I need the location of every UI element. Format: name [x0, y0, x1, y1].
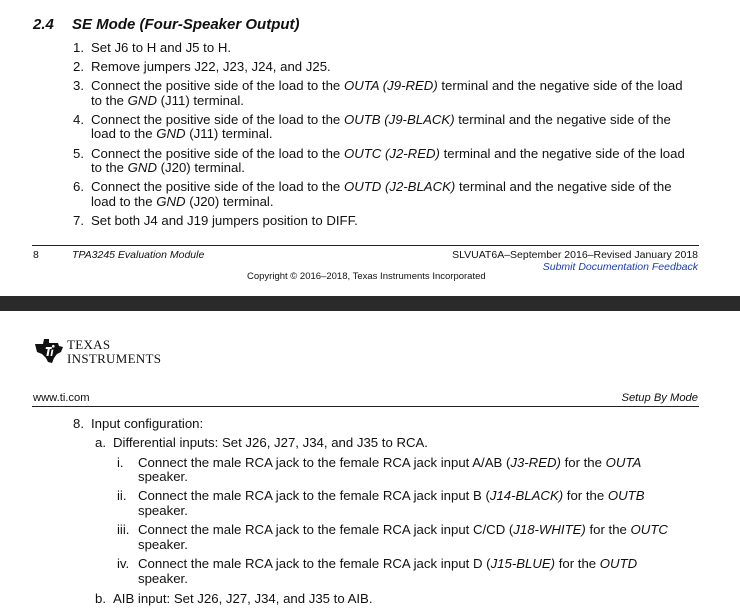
ti-state-icon: [33, 335, 65, 365]
roman-item-iii-cont: speaker.: [138, 537, 188, 552]
footer-rule: [32, 245, 699, 246]
logo-text-texas: TEXAS: [67, 337, 111, 352]
page-separator: [0, 296, 740, 311]
step-3-cont: to the GND (J11) terminal.: [91, 93, 244, 108]
roman-item-iv-cont: speaker.: [138, 571, 188, 586]
step-7: 7. Set both J4 and J19 jumpers position to DIFF.: [73, 213, 358, 228]
step-4-cont: load to the GND (J11) terminal.: [91, 126, 273, 141]
section-title: SE Mode (Four-Speaker Output): [72, 16, 300, 33]
roman-item-i: i. Connect the male RCA jack to the female RCA jack input A/AB (J3-RED) for the OUTA: [117, 455, 642, 470]
step-4: 4. Connect the positive side of the load to the OUTB (J9-BLACK) terminal and the negative side of the: [73, 112, 671, 127]
step-3: 3. Connect the positive side of the load to the OUTA (J9-RED) terminal and the negative side of the load: [73, 78, 683, 93]
feedback-link[interactable]: Submit Documentation Feedback: [542, 261, 698, 273]
roman-item-iv: iv. Connect the male RCA jack to the female RCA jack input D (J15-BLUE) for the OUTD: [117, 556, 638, 571]
page-upper: [0, 0, 740, 296]
sub-item-b: b. AIB input: Set J26, J27, J34, and J35 to AIB.: [95, 591, 373, 606]
header-rule: [32, 406, 699, 407]
step-5-cont: to the GND (J20) terminal.: [91, 160, 245, 175]
footer-doc-id: SLVUAT6A–September 2016–Revised January 2018: [452, 249, 698, 261]
roman-item-i-cont: speaker.: [138, 469, 188, 484]
copyright: Copyright © 2016–2018, Texas Instruments Incorporated: [247, 271, 486, 282]
footer-doc-title: TPA3245 Evaluation Module: [72, 249, 205, 261]
roman-item-ii: ii. Connect the male RCA jack to the female RCA jack input B (J14-BLACK) for the OUTB: [117, 488, 645, 503]
step-8: 8. Input configuration:: [73, 416, 204, 431]
step-6: 6. Connect the positive side of the load to the OUTD (J2-BLACK) terminal and the negative side of the: [73, 179, 672, 194]
step-1: 1. Set J6 to H and J5 to H.: [73, 40, 232, 55]
ti-logo: [33, 334, 173, 368]
header-url[interactable]: www.ti.com: [33, 392, 90, 404]
section-number: 2.4: [33, 16, 54, 33]
logo-text-instruments: INSTRUMENTS: [67, 351, 162, 366]
sub-item-a: a. Differential inputs: Set J26, J27, J34, and J35 to RCA.: [95, 435, 428, 450]
header-section: Setup By Mode: [621, 392, 698, 404]
footer-page-number: 8: [33, 249, 39, 261]
step-2: 2. Remove jumpers J22, J23, J24, and J25.: [73, 59, 331, 74]
step-5: 5. Connect the positive side of the load to the OUTC (J2-RED) terminal and the negative side of the load: [73, 146, 685, 161]
roman-item-iii: iii. Connect the male RCA jack to the female RCA jack input C/CD (J18-WHITE) for the OUTC: [117, 522, 668, 537]
step-6-cont: load to the GND (J20) terminal.: [91, 194, 274, 209]
roman-item-ii-cont: speaker.: [138, 503, 188, 518]
